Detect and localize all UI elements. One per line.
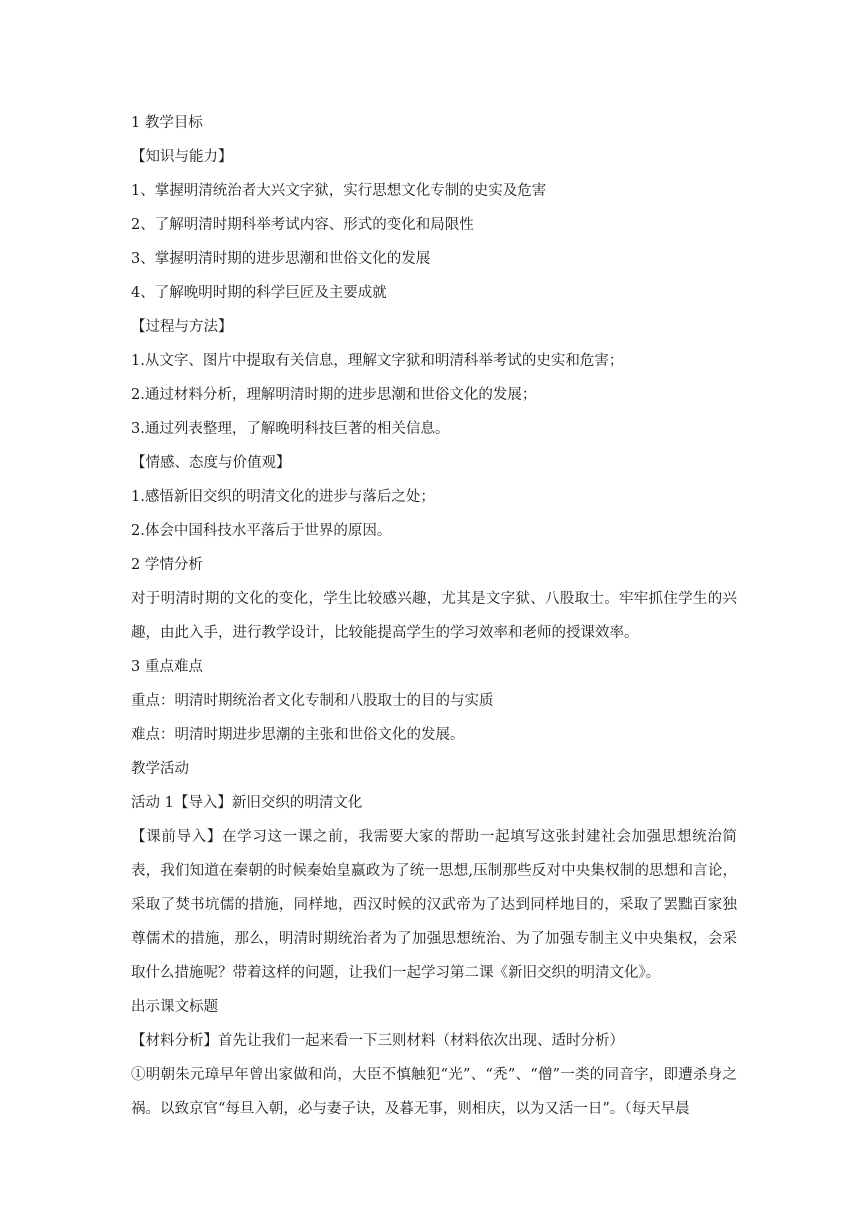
text-line: 1、掌握明清统治者大兴文字狱，实行思想文化专制的史实及危害: [131, 183, 547, 199]
text-line: 1.从文字、图片中提取有关信息，理解文字狱和明清科举考试的史实和危害；: [131, 353, 624, 369]
text-line: 重点：明清时期统治者文化专制和八股取士的目的与实质: [131, 693, 494, 709]
paragraph-intro: 【课前导入】在学习这一课之前，我需要大家的帮助一起填写这张封建社会加强思想统治简表，我们知道在秦朝的时候秦始皇嬴政为了统一思想,压制那些反对中央集权制的思想和言论，采取了焚书坑儒的措施，同样地，西汉时候的汉武帝为了达到同样地目的，采取了罢黜百家独尊儒术的措施，那么，明清时期统治者为了加强思想统治、为了加强专制主义中央集权，会采取什么措施呢？带着这样的问题，让我们一起学习第二课《新旧交织的明清文化》。: [131, 829, 737, 981]
subsection-heading: 【知识与能力】: [131, 149, 233, 165]
paragraph-material: ①明朝朱元璋早年曾出家做和尚，大臣不慎触犯“光”、“秃”、“僧”一类的同音字，即遭杀身之祸。以致京官“每旦入朝，必与妻子诀，及暮无事，则相庆，以为又活一日”。（每天早晨: [131, 1067, 737, 1117]
text-line: 3.通过列表整理，了解晚明科技巨著的相关信息。: [131, 421, 450, 437]
text-line: 2.通过材料分析，理解明清时期的进步思潮和世俗文化的发展；: [131, 387, 537, 403]
text-line: 出示课文标题: [131, 999, 218, 1015]
paragraph-analysis: 对于明清时期的文化的变化，学生比较感兴趣，尤其是文字狱、八股取士。牢牢抓住学生的兴趣，由此入手，进行教学设计，比较能提高学生的学习效率和老师的授课效率。: [131, 591, 737, 641]
document-page: [131, 106, 737, 1126]
text-line: 4、了解晚明时期的科学巨匠及主要成就: [131, 285, 387, 301]
subsection-heading: 【过程与方法】: [131, 319, 233, 335]
text-line: 【材料分析】首先让我们一起来看一下三则材料（材料依次出现、适时分析）: [131, 1033, 624, 1049]
section-heading: 1 教学目标: [131, 115, 203, 131]
text-line: 1.感悟新旧交织的明清文化的进步与落后之处；: [131, 489, 435, 505]
section-heading: 2 学情分析: [131, 557, 203, 573]
text-line: 难点：明清时期进步思潮的主张和世俗文化的发展。: [131, 727, 465, 743]
section-heading: 3 重点难点: [131, 659, 203, 675]
section-heading: 教学活动: [131, 761, 189, 777]
text-line: 2、了解明清时期科举考试内容、形式的变化和局限性: [131, 217, 474, 233]
activity-heading: 活动 1【导入】新旧交织的明清文化: [131, 795, 363, 811]
text-line: 2.体会中国科技水平落后于世界的原因。: [131, 523, 392, 539]
text-line: 3、掌握明清时期的进步思潮和世俗文化的发展: [131, 251, 431, 267]
subsection-heading: 【情感、态度与价值观】: [131, 455, 291, 471]
